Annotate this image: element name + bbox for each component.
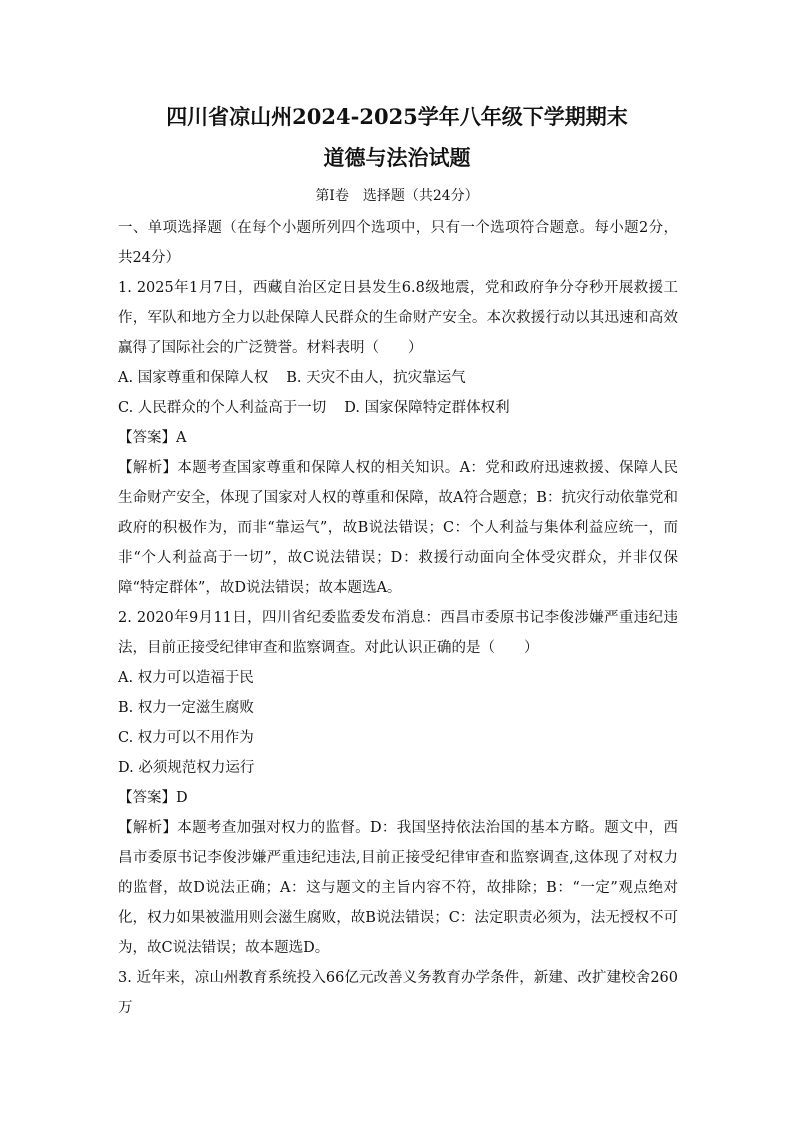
question-3-stem: 3. 近年来，凉山州教育系统投入66亿元改善义务教育办学条件，新建、改扩建校舍260万	[118, 970, 678, 1016]
question-1-option-a: A. 国家尊重和保障人权	[118, 370, 269, 386]
question-1-options-row-2	[118, 393, 678, 423]
question-2-option-d: D. 必须规范权力运行	[118, 760, 255, 776]
page-title: 四川省凉山州2024-2025学年八年级下学期期末	[166, 104, 628, 129]
section-heading: 第Ⅰ卷 选择题（共24分）	[315, 188, 479, 204]
question-1-option-b: B. 天灾不由人，抗灾靠运气	[286, 370, 466, 386]
question-2-option-b: B. 权力一定滋生腐败	[118, 700, 254, 716]
question-1-option-d: D. 国家保障特定群体权利	[344, 400, 510, 416]
question-1-answer: 【答案】A	[118, 430, 187, 446]
question-2-answer: 【答案】D	[118, 790, 188, 806]
question-2-option-a: A. 权力可以造福于民	[118, 670, 254, 686]
question-1-options-row-1	[118, 363, 678, 393]
question-2-analysis: 【解析】本题考查加强对权力的监督。D：我国坚持依法治国的基本方略。题文中，西昌市委原书记李俊涉嫌严重违纪违法,目前正接受纪律审查和监察调查,这体现了对权力的监督，故D说法正确；A：这与题文的主旨内容不符，故排除；B：“一定”观点绝对化，权力如果被滥用则会滋生腐败，故B说法错误；C：法定职责必须为，法无授权不可为，故C说法错误；故本题选D。	[118, 820, 678, 956]
question-2-stem: 2. 2020年9月11日，四川省纪委监委发布消息：西昌市委原书记李俊涉嫌严重违纪违法，目前正接受纪律审查和监察调查。对此认识正确的是（ ）	[118, 610, 678, 656]
page-subject-title: 道德与法治试题	[323, 145, 471, 170]
question-1-analysis: 【解析】本题考查国家尊重和保障人权的相关知识。A：党和政府迅速救援、保障人民生命财产安全，体现了国家对人权的尊重和保障，故A符合题意；B：抗灾行动依靠党和政府的积极作为，而非“靠运气”，故B说法错误；C：个人利益与集体利益应统一，而非“个人利益高于一切”，故C说法错误；D：救援行动面向全体受灾群众，并非仅保障“特定群体”，故D说法错误；故本题选A。	[118, 460, 678, 596]
section-instruction: 一、单项选择题（在每个小题所列四个选项中，只有一个选项符合题意。每小题2分，共24分）	[118, 220, 678, 266]
question-1-stem: 1. 2025年1月7日，西藏自治区定日县发生6.8级地震，党和政府争分夺秒开展救援工作，军队和地方全力以赴保障人民群众的生命财产安全。本次救援行动以其迅速和高效赢得了国际社会的广泛赞誉。材料表明（ ）	[118, 280, 678, 356]
question-1-option-c: C. 人民群众的个人利益高于一切	[118, 400, 327, 416]
question-2-option-c: C. 权力可以不用作为	[118, 730, 254, 746]
document-body	[118, 213, 678, 1023]
